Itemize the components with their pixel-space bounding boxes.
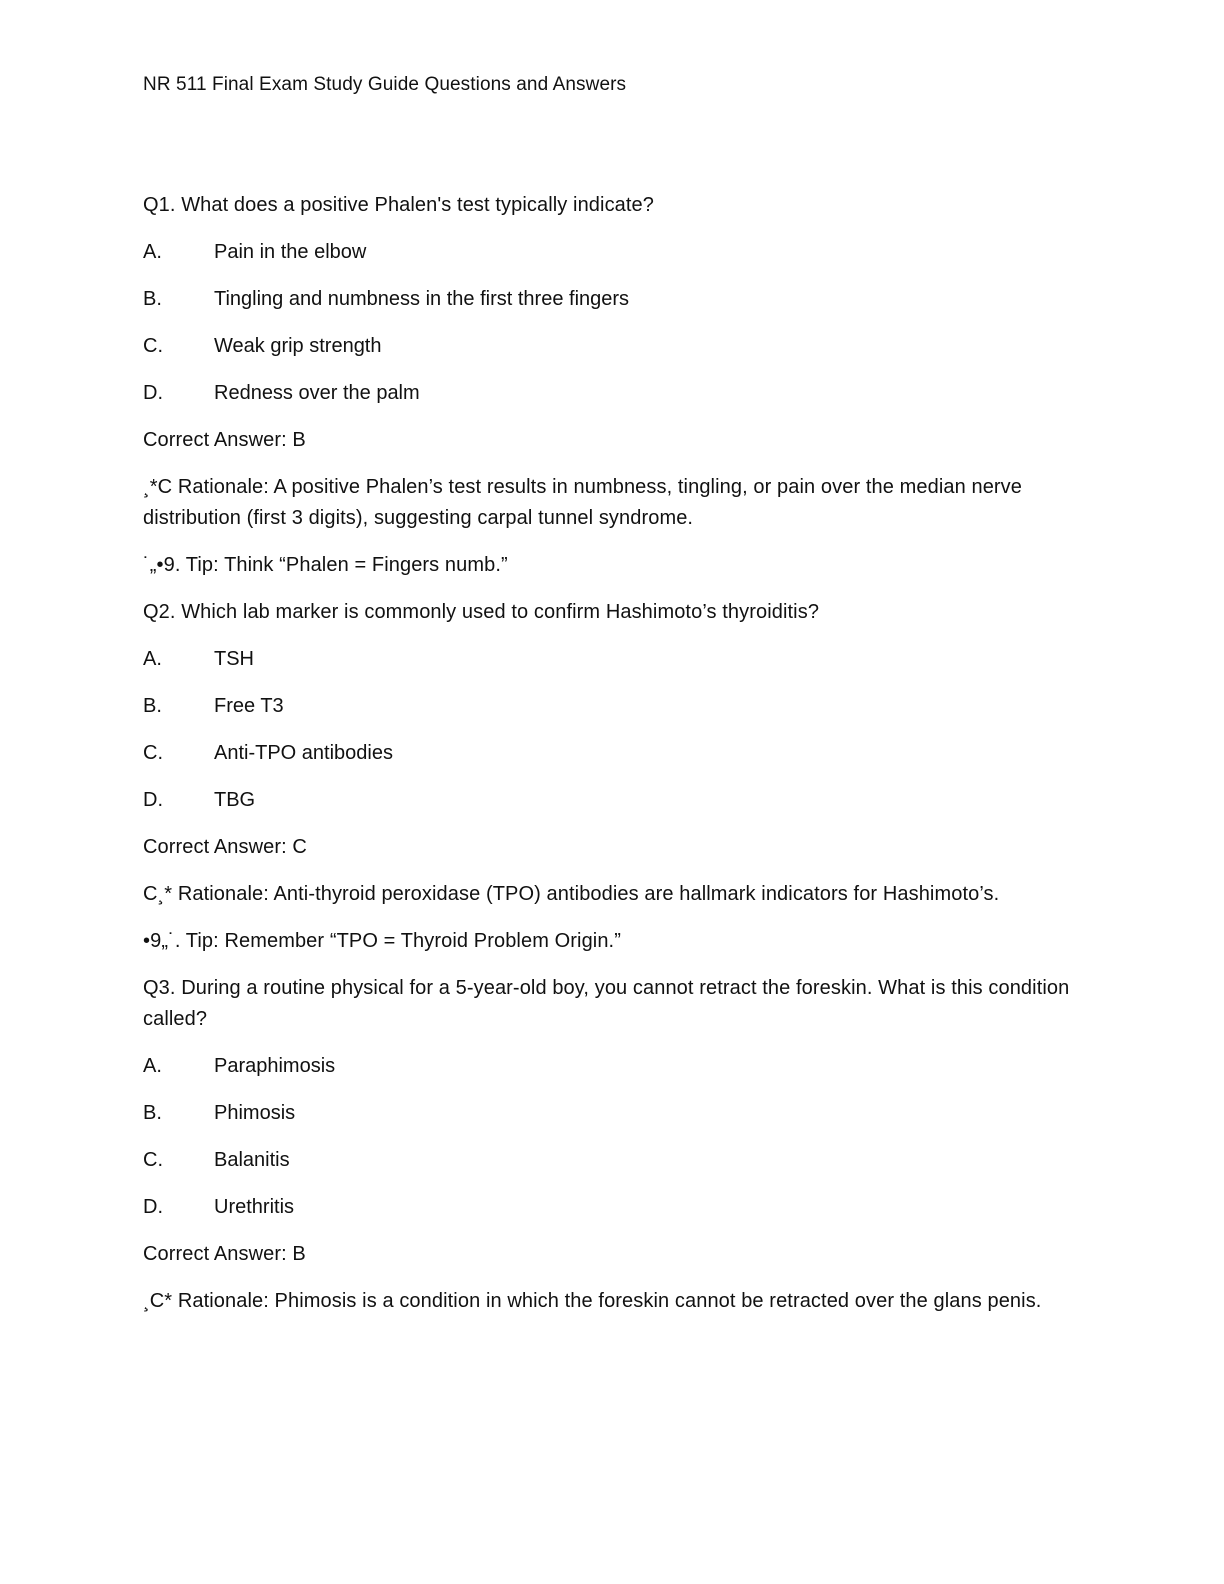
option-text: Urethritis [214, 1196, 295, 1218]
option-letter: C. [143, 1149, 163, 1171]
option-text: Redness over the palm [214, 382, 420, 404]
option-text: Anti-TPO antibodies [214, 742, 393, 764]
document-body [143, 190, 1073, 1333]
option-text: Balanitis [214, 1149, 290, 1171]
answer-option [143, 644, 1073, 675]
option-letter: C. [143, 335, 163, 357]
answer-option [143, 1192, 1073, 1223]
rationale: ¸*C Rationale: A positive Phalen’s test results in numbness, tingling, or pain over the median nerve distribution (first 3 digits), suggesting carpal tunnel syndrome. [143, 476, 1023, 529]
option-text: Free T3 [214, 695, 284, 717]
option-letter: D. [143, 1196, 163, 1218]
question-text: Q1. What does a positive Phalen's test typically indicate? [143, 194, 654, 216]
answer-option [143, 691, 1073, 722]
question-text: Q3. During a routine physical for a 5-year-old boy, you cannot retract the foreskin. What is this condition called? [143, 977, 1070, 1030]
option-text: TBG [214, 789, 256, 811]
option-letter: C. [143, 742, 163, 764]
option-letter: A. [143, 1055, 162, 1077]
option-letter: D. [143, 789, 163, 811]
option-letter: A. [143, 648, 162, 670]
correct-answer: Correct Answer: B [143, 1243, 306, 1265]
tip: •9„˙. Tip: Remember “TPO = Thyroid Problem Origin.” [143, 930, 621, 952]
rationale: ¸C* Rationale: Phimosis is a condition in which the foreskin cannot be retracted over the glans penis. [143, 1290, 1042, 1312]
answer-option [143, 378, 1073, 409]
answer-option [143, 738, 1073, 769]
option-text: Tingling and numbness in the first three fingers [214, 288, 630, 310]
option-text: Pain in the elbow [214, 241, 367, 263]
question-text: Q2. Which lab marker is commonly used to confirm Hashimoto’s thyroiditis? [143, 601, 820, 623]
option-text: Phimosis [214, 1102, 296, 1124]
answer-option [143, 1145, 1073, 1176]
page-title: NR 511 Final Exam Study Guide Questions and Answers [143, 74, 627, 95]
option-letter: B. [143, 288, 162, 310]
answer-option [143, 331, 1073, 362]
option-letter: A. [143, 241, 162, 263]
option-letter: D. [143, 382, 163, 404]
option-letter: B. [143, 695, 162, 717]
answer-option [143, 1098, 1073, 1129]
answer-option [143, 284, 1073, 315]
answer-option [143, 237, 1073, 268]
rationale: C¸* Rationale: Anti-thyroid peroxidase (TPO) antibodies are hallmark indicators for Hashimoto’s. [143, 883, 1000, 905]
answer-option [143, 785, 1073, 816]
option-text: Paraphimosis [214, 1055, 336, 1077]
option-text: TSH [214, 648, 254, 670]
option-letter: B. [143, 1102, 162, 1124]
tip: ˙„•9. Tip: Think “Phalen = Fingers numb.” [143, 554, 508, 576]
option-text: Weak grip strength [214, 335, 382, 357]
answer-option [143, 1051, 1073, 1082]
correct-answer: Correct Answer: B [143, 429, 306, 451]
correct-answer: Correct Answer: C [143, 836, 307, 858]
